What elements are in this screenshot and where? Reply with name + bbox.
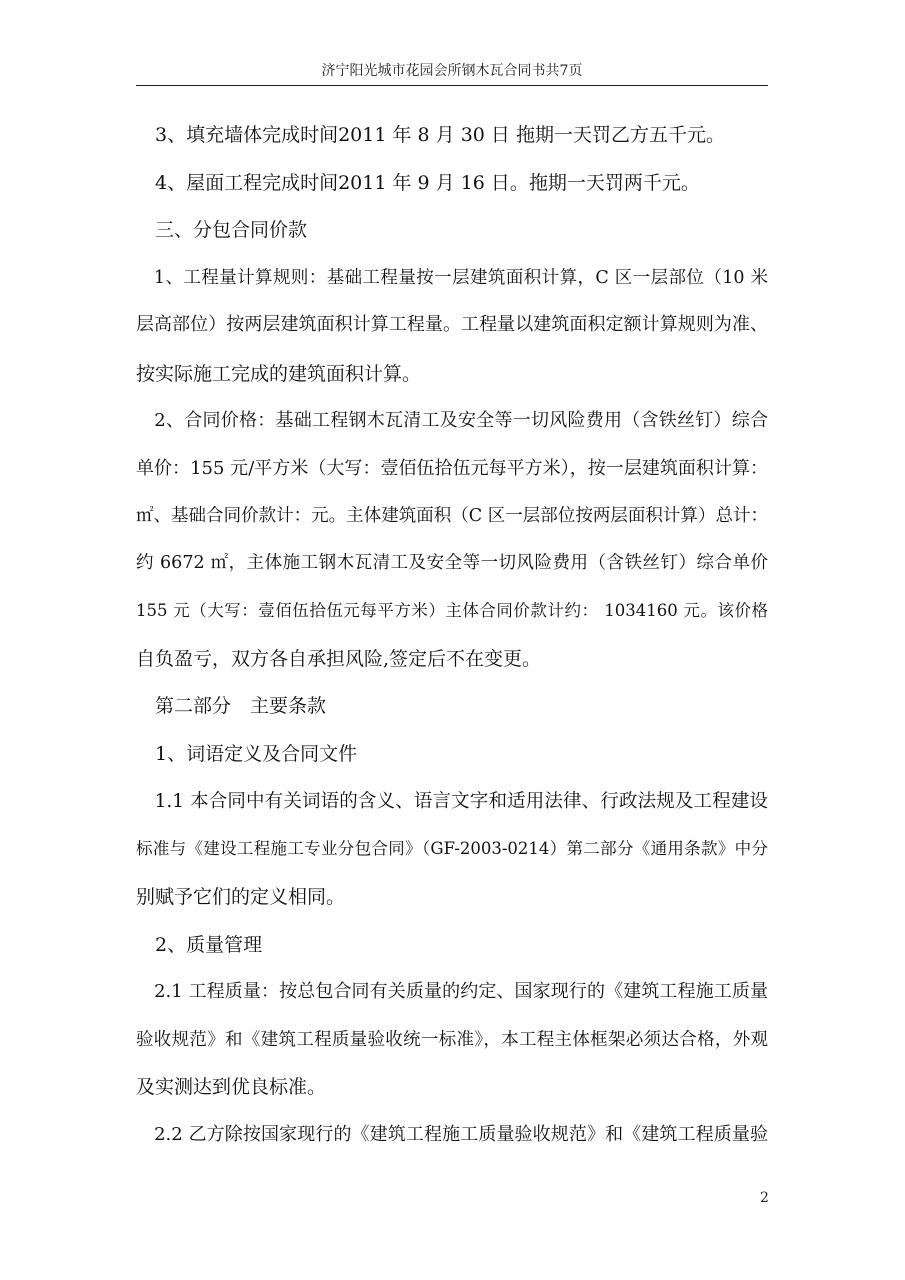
text-line: 2、合同价格：基础工程钢木瓦清工及安全等一切风险费用（含铁丝钉）综合 [136,410,768,431]
section-heading: 1、词语定义及合同文件 [136,743,358,765]
text-line: 约 6672 ㎡，主体施工钢木瓦清工及安全等一切风险费用（含铁丝钉）综合单价 [136,553,768,573]
text-line: 1.1 本合同中有关词语的含义、语言文字和适用法律、行政法规及工程建设 [136,791,768,812]
text-line: 别赋予它们的定义相同。 [136,886,346,908]
page-number: 2 [760,1190,769,1206]
text-line: 验收规范》和《建筑工程质量验收统一标准》，本工程主体框架必须达合格，外观 [136,1030,768,1050]
text-line: 标准与《建设工程施工专业分包合同》（GF-2003-0214）第二部分《通用条款》中分 [136,839,768,858]
text-line: 按实际施工完成的建筑面积计算。 [136,363,422,385]
text-line: 及实测达到优良标准。 [136,1076,327,1098]
text-line: 3、填充墙体完成时间2011 年 8 月 30 日 拖期一天罚乙方五千元。 [136,124,725,146]
running-header: 济宁阳光城市花园会所钢木瓦合同书共7页 [321,63,583,79]
section-heading: 2、质量管理 [136,934,263,956]
text-line: 1、工程量计算规则：基础工程量按一层建筑面积计算，C 区一层部位（10 米 [136,268,768,288]
text-line: 4、屋面工程完成时间2011 年 9 月 16 日。拖期一天罚两千元。 [136,172,700,194]
text-line: 2.2 乙方除按国家现行的《建筑工程施工质量验收规范》和《建筑工程质量验 [136,1124,768,1145]
text-line: 单价：155 元/平方米（大写：壹佰伍拾伍元每平方米），按一层建筑面积计算： [136,458,768,479]
text-line: 层高部位）按两层建筑面积计算工程量。工程量以建筑面积定额计算规则为准、 [136,314,768,335]
header-rule [136,85,768,86]
part-heading: 第二部分 主要条款 [136,695,327,717]
section-heading: 三、分包合同价款 [136,219,308,241]
text-line: 2.1 工程质量：按总包合同有关质量的约定、国家现行的《建筑工程施工质量 [136,981,768,1002]
text-line: 155 元（大写：壹佰伍拾伍元每平方米）主体合同价款计约： 1034160 元。该价格 [136,601,768,620]
text-line: 自负盈亏，双方各自承担风险,签定后不在变更。 [136,648,542,670]
text-line: ㎡、基础合同价款计：元。主体建筑面积（C 区一层部位按两层面积计算）总计： [136,506,768,526]
